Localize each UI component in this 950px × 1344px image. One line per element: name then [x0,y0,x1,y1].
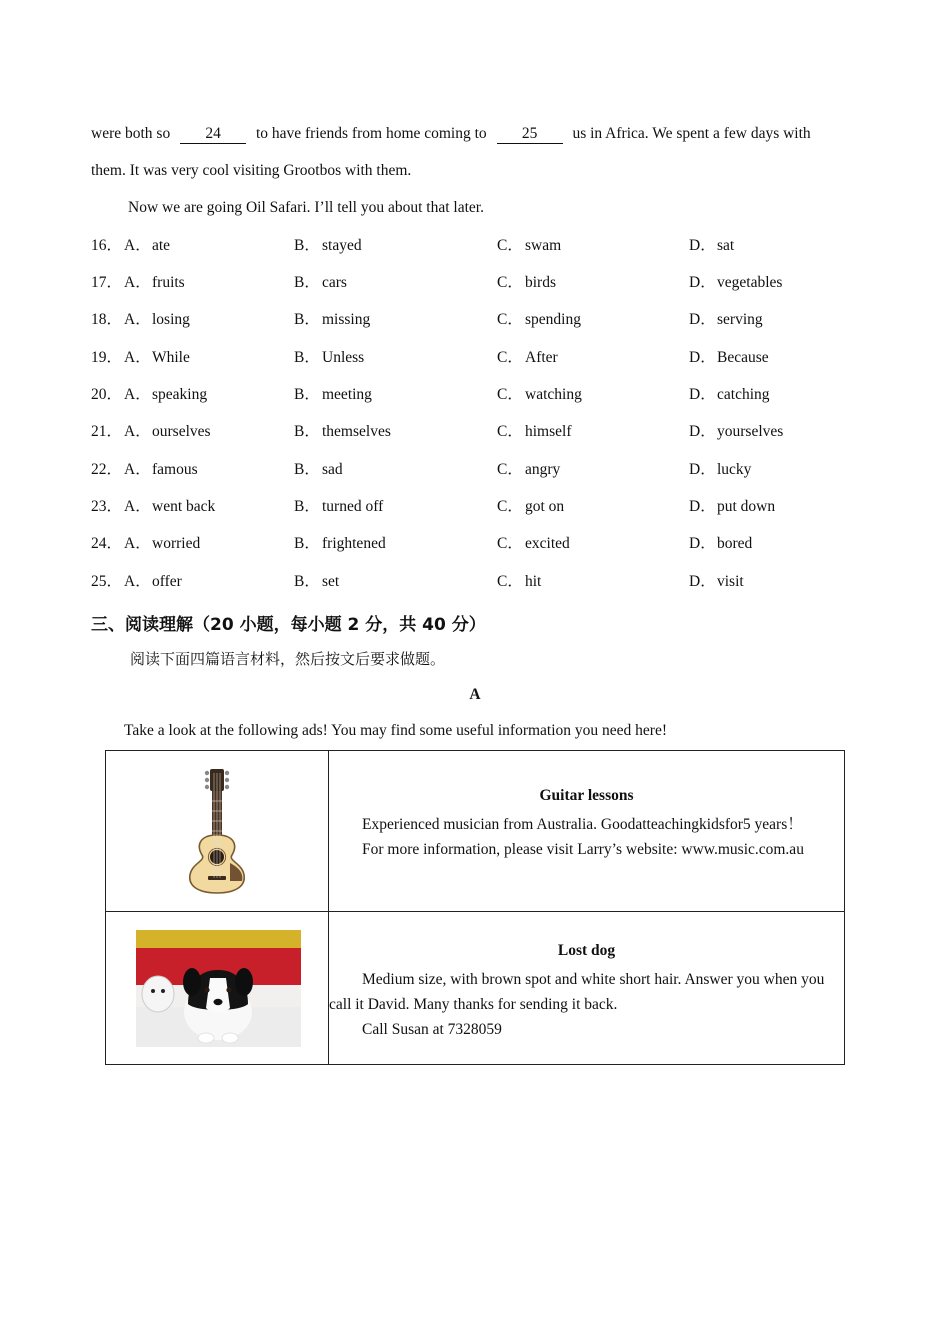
ad-paragraph: Call Susan at 7328059 [362,1021,502,1038]
passage-text: were both so [91,125,171,142]
option-b[interactable]: B． cars [294,274,347,291]
option-c[interactable]: C． angry [497,461,561,478]
option-d[interactable]: D．yourselves [689,423,784,440]
option-d[interactable]: D．serving [689,311,763,328]
passage-line-2: them. It was very cool visiting Grootbos with them. [91,162,412,179]
option-a[interactable]: A．went back [124,498,216,515]
ad-image-cell [106,912,329,1065]
option-b[interactable]: B． missing [294,311,371,328]
question-number: 19． [91,349,123,366]
question-16 [91,236,851,256]
option-b[interactable]: B． Unless [294,349,365,366]
ad-paragraph: Medium size, with brown spot and white short hair. Answer you when you call it David. Many thanks for sending it back. [329,971,825,1013]
question-number: 22． [91,461,123,478]
option-b[interactable]: B． stayed [294,237,362,254]
option-c[interactable]: C． swam [497,237,562,254]
option-d[interactable]: D．lucky [689,461,752,478]
passage-line-1 [91,124,811,144]
option-b[interactable]: B． frightened [294,535,386,552]
option-d[interactable]: D．Because [689,349,769,366]
guitar-image [106,751,328,911]
option-c[interactable]: C． spending [497,311,581,328]
ad-text-cell [329,751,845,912]
question-24 [91,534,851,554]
option-c[interactable]: C． birds [497,274,556,291]
puppy-image [106,912,328,1064]
ad-row-guitar [106,751,845,912]
option-a[interactable]: A．losing [124,311,190,328]
question-number: 20． [91,386,123,403]
option-a[interactable]: A．While [124,349,190,366]
question-number: 17． [91,274,123,291]
option-a[interactable]: A．offer [124,573,182,590]
ad-title: Lost dog [557,942,616,959]
ads-table [105,750,845,1065]
option-c[interactable]: C． excited [497,535,570,552]
question-23 [91,497,851,517]
ad-paragraph: Experienced musician from Australia. Goodatteachingkidsfor5 years！ [362,816,803,833]
section-instruction: 阅读下面四篇语言材料，然后按文后要求做题。 [130,650,446,668]
question-19 [91,348,851,368]
option-a[interactable]: A．speaking [124,386,208,403]
question-21 [91,422,851,442]
passage-intro: Take a look at the following ads! You may find some useful information you need here! [124,722,668,739]
passage-text: to have friends from home coming to [255,125,487,142]
option-c[interactable]: C． After [497,349,558,366]
ad-text-cell [329,912,845,1065]
question-number: 25． [91,573,123,590]
question-number: 18． [91,311,123,328]
question-22 [91,460,851,480]
ad-row-lost-dog [106,912,845,1065]
question-number: 23． [91,498,123,515]
blank-24: 24 [180,125,246,144]
option-d[interactable]: D．bored [689,535,753,552]
passage-label: A [469,686,481,703]
option-a[interactable]: A．ate [124,237,171,254]
question-number: 24． [91,535,123,552]
option-b[interactable]: B． sad [294,461,343,478]
option-a[interactable]: A．famous [124,461,198,478]
ad-paragraph: For more information, please visit Larry’s website: www.music.com.au [362,841,804,858]
question-17 [91,273,851,293]
ad-title: Guitar lessons [539,787,634,804]
option-b[interactable]: B． turned off [294,498,384,515]
passage-line-3: Now we are going Oil Safari. I’ll tell you about that later. [128,199,484,216]
option-d[interactable]: D．vegetables [689,274,783,291]
option-b[interactable]: B． set [294,573,340,590]
option-c[interactable]: C． watching [497,386,582,403]
option-d[interactable]: D．catching [689,386,770,403]
section-title: 三、阅读理解（20 小题，每小题 2 分，共 40 分） [91,615,486,635]
option-d[interactable]: D．sat [689,237,735,254]
question-25 [91,572,851,592]
question-number: 21． [91,423,123,440]
question-18 [91,310,851,330]
passage-text: us in Africa. We spent a few days with [572,125,811,142]
option-c[interactable]: C． got on [497,498,565,515]
option-b[interactable]: B． meeting [294,386,372,403]
option-c[interactable]: C． hit [497,573,542,590]
option-b[interactable]: B． themselves [294,423,391,440]
option-a[interactable]: A．worried [124,535,201,552]
option-d[interactable]: D．visit [689,573,744,590]
option-a[interactable]: A．ourselves [124,423,211,440]
option-d[interactable]: D．put down [689,498,776,515]
option-a[interactable]: A．fruits [124,274,185,291]
question-number: 16． [91,237,123,254]
question-20 [91,385,851,405]
ad-image-cell [106,751,329,912]
blank-25: 25 [497,125,563,144]
option-c[interactable]: C． himself [497,423,572,440]
